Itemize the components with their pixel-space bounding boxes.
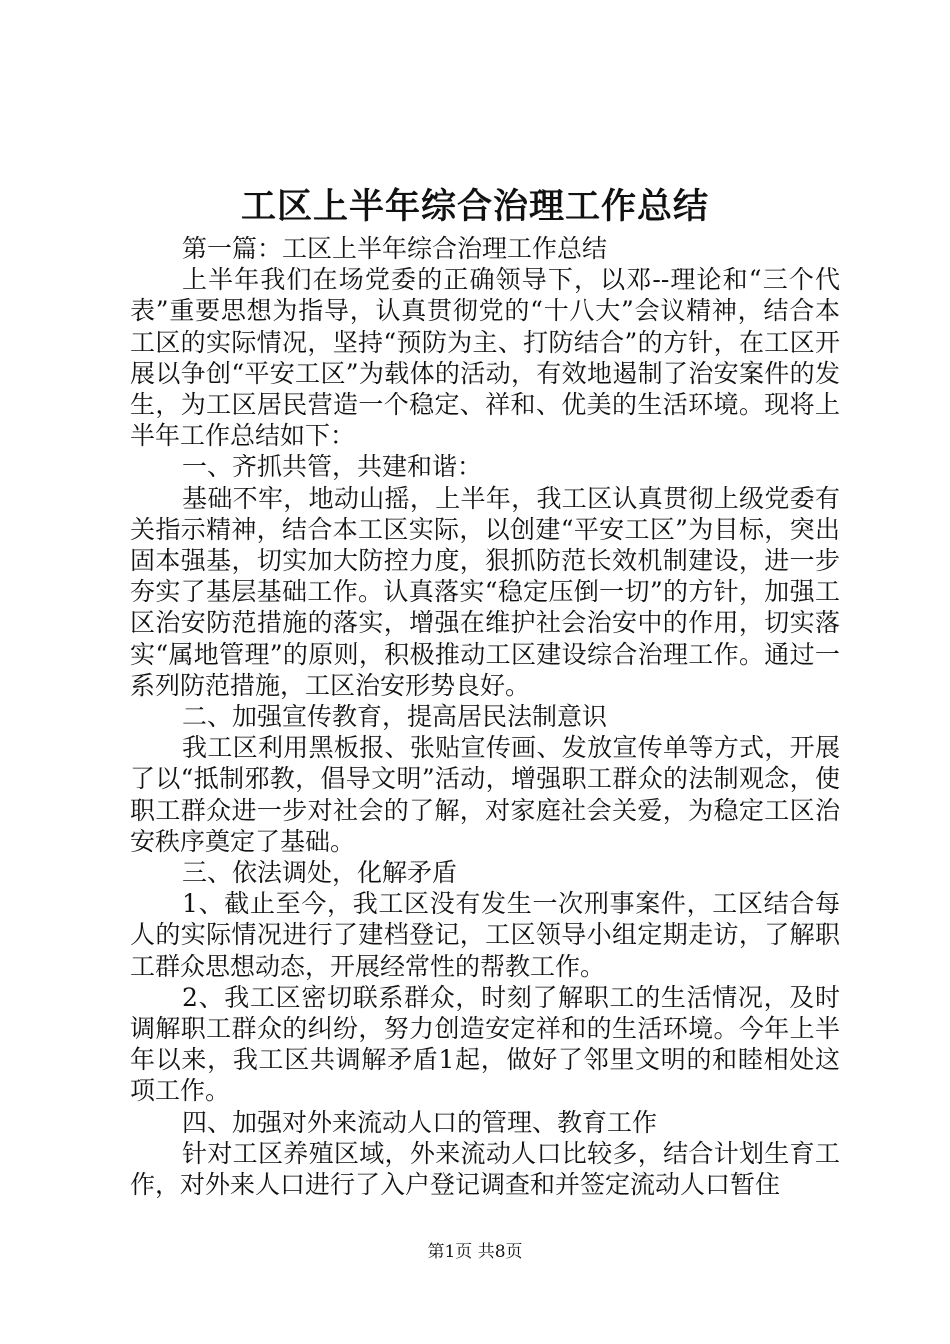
body-paragraph: 2、我工区密切联系群众，时刻了解职工的生活情况，及时调解职工群众的纠纷，努力创造安定祥和的生活环境。今年上半年以来，我工区共调解矛盾1起，做好了邻里文明的和睦相处这项工作。 [130,982,840,1106]
section-heading: 四、加强对外来流动人口的管理、教育工作 [182,1107,658,1137]
page-number-footer: 第1页 共8页 [427,1242,523,1262]
body-paragraph: 针对工区养殖区域，外来流动人口比较多，结合计划生育工作，对外来人口进行了入户登记调查和并签定流动人口暂住 [130,1138,840,1200]
body-paragraph: 上半年我们在场党委的正确领导下，以邓--理论和“三个代表”重要思想为指导，认真贯彻党的“十八大”会议精神，结合本工区的实际情况，坚持“预防为主、打防结合”的方针，在工区开展以争创“平安工区”为载体的活动，有效地遏制了治安案件的发生，为工区居民营造一个稳定、祥和、优美的生活环境。现将上半年工作总结如下： [130,265,840,451]
section-heading: 二、加强宣传教育，提高居民法制意识 [182,702,608,732]
document-title: 工区上半年综合治理工作总结 [240,186,709,227]
body-paragraph: 我工区利用黑板报、张贴宣传画、发放宣传单等方式，开展了以“抵制邪教，倡导文明”活动，增强职工群众的法制观念，使职工群众进一步对社会的了解，对家庭社会关爱，为稳定工区治安秩序奠定了基础。 [130,733,840,856]
section-heading: 一、齐抓共管，共建和谐： [182,452,483,482]
document-body [130,233,840,1200]
body-paragraph: 1、截止至今，我工区没有发生一次刑事案件，工区结合每人的实际情况进行了建档登记，工区领导小组定期走访，了解职工群众思想动态，开展经常性的帮教工作。 [130,889,840,981]
section-heading: 三、依法调处，化解矛盾 [182,858,458,888]
section-heading: 第一篇：工区上半年综合治理工作总结 [182,234,608,263]
body-paragraph: 基础不牢，地动山摇，上半年，我工区认真贯彻上级党委有关指示精神，结合本工区实际，以创建“平安工区”为目标，突出固本强基，切实加大防控力度，狠抓防范长效机制建设，进一步夯实了基层基础工作。认真落实“稳定压倒一切”的方针，加强工区治安防范措施的落实，增强在维护社会治安中的作用，切实落实“属地管理”的原则，积极推动工区建设综合治理工作。通过一系列防范措施，工区治安形势良好。 [130,483,840,700]
